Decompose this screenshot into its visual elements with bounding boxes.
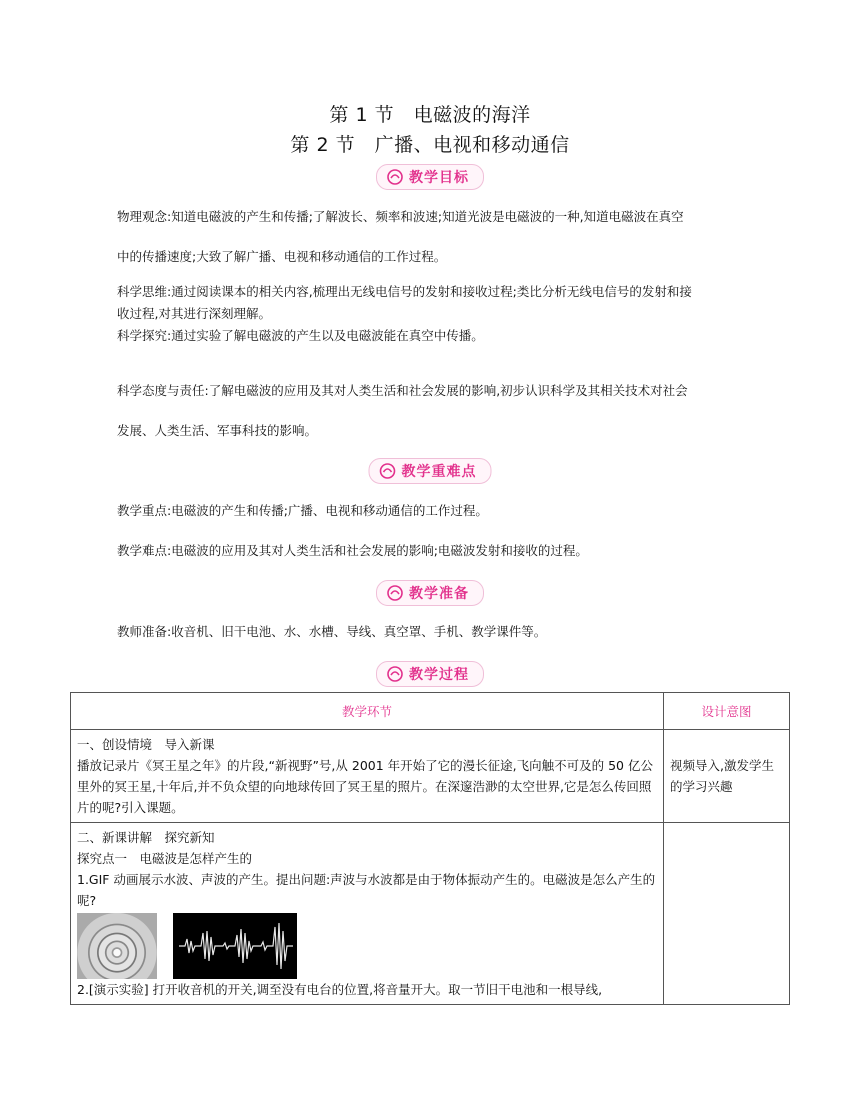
- row-body: 播放记录片《冥王星之年》的片段,“新视野”号,从 2001 年开始了它的漫长征途,飞向触不可及的 50 亿公里外的冥王星,十年后,并不负众望的向地球传回了冥王星的照片。在深邃浩渺的太空世界,它是怎么传回照片的呢?引入课题。: [77, 758, 653, 815]
- row-heading: 一、创设情境 导入新课: [77, 737, 215, 752]
- intent-cell: 视频导入,激发学生的学习兴趣: [664, 730, 790, 823]
- row-heading: 二、新课讲解 探究新知: [77, 830, 215, 845]
- row-line: 1.GIF 动画展示水波、声波的产生。提出问题:声波与水波都是由于物体振动产生的。电磁波是怎么产生的呢?: [77, 872, 656, 908]
- title-section-2: 第 2 节 广播、电视和移动通信: [290, 134, 570, 156]
- section-title: 教学准备: [409, 586, 469, 602]
- swirl-icon: [380, 463, 396, 479]
- table-row: [71, 730, 790, 823]
- goal-physics-concept: 物理观念:知道电磁波的产生和传播;了解波长、频率和波速;知道光波是电磁波的一种,知道电磁波在真空: [117, 209, 684, 224]
- teaching-difficulty: 教学难点:电磁波的应用及其对人类生活和社会发展的影响;电磁波发射和接收的过程。: [117, 543, 588, 558]
- section-title: 教学过程: [409, 667, 469, 683]
- goal-physics-concept-cont: 中的传播速度;大致了解广播、电视和移动通信的工作过程。: [117, 249, 447, 264]
- stage-cell: [71, 730, 664, 823]
- image-row: [77, 913, 657, 979]
- teacher-prep: 教师准备:收音机、旧干电池、水、水槽、导线、真空罩、手机、教学课件等。: [117, 624, 547, 639]
- table-header-row: [71, 693, 790, 730]
- intent-cell: [664, 823, 790, 1005]
- section-title: 教学重难点: [401, 464, 477, 480]
- goal-scientific-thinking: 科学思维:通过阅读课本的相关内容,梳理出无线电信号的发射和接收过程;类比分析无线电信号的发射和接: [117, 284, 692, 299]
- section-badge-goals: [376, 164, 484, 190]
- section-badge-keypoints: [369, 458, 492, 484]
- sound-wave-image: [173, 913, 297, 979]
- swirl-icon: [387, 666, 403, 682]
- row-line: 2.[演示实验] 打开收音机的开关,调至没有电台的位置,将音量开大。取一节旧干电池和一根导线,: [77, 982, 603, 997]
- goal-scientific-thinking-cont: 收过程,对其进行深刻理解。: [117, 306, 271, 321]
- section-badge-process: [376, 661, 484, 687]
- goal-scientific-inquiry: 科学探究:通过实验了解电磁波的产生以及电磁波能在真空中传播。: [117, 328, 484, 343]
- goal-attitude-cont: 发展、人类生活、军事科技的影响。: [117, 423, 318, 438]
- water-ripple-image: [77, 913, 157, 979]
- stage-cell: [71, 823, 664, 1005]
- process-table: [70, 692, 790, 1005]
- table-row: [71, 823, 790, 1005]
- section-badge-prep: [376, 580, 484, 606]
- swirl-icon: [387, 585, 403, 601]
- row-subheading: 探究点一 电磁波是怎样产生的: [77, 851, 253, 866]
- goal-attitude: 科学态度与责任:了解电磁波的应用及其对人类生活和社会发展的影响,初步认识科学及其相关技术对社会: [117, 383, 688, 398]
- header-design-intent: 设计意图: [664, 693, 790, 730]
- section-title: 教学目标: [409, 170, 469, 186]
- teaching-focus: 教学重点:电磁波的产生和传播;广播、电视和移动通信的工作过程。: [117, 503, 488, 518]
- header-teaching-stage: 教学环节: [71, 693, 664, 730]
- swirl-icon: [387, 169, 403, 185]
- title-section-1: 第 1 节 电磁波的海洋: [329, 104, 531, 126]
